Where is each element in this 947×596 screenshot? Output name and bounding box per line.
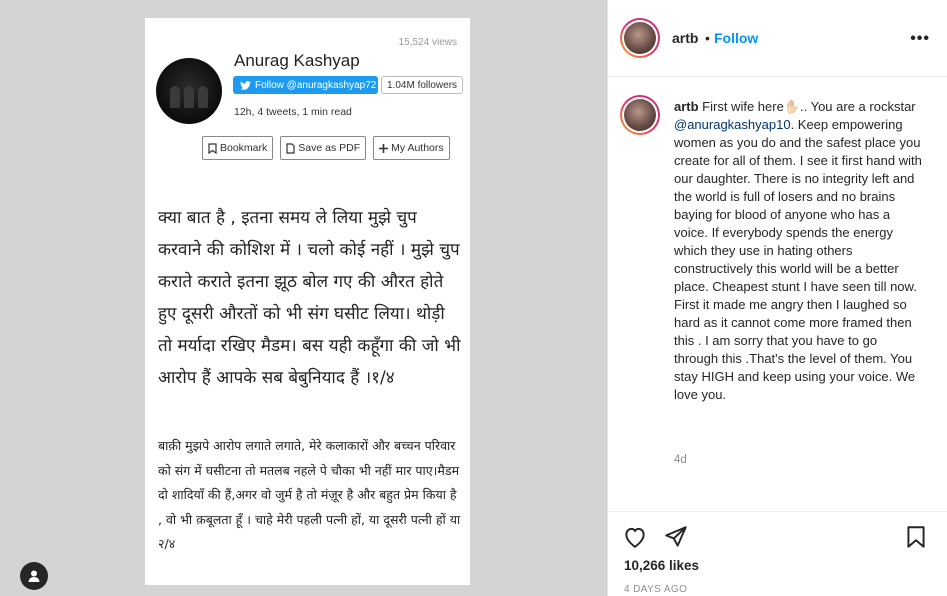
hand-emoji: ✋🏻 — [783, 99, 800, 114]
thread-actions — [202, 136, 450, 160]
document-icon — [286, 143, 295, 154]
author-name: Anurag Kashyap — [234, 51, 360, 70]
user-icon — [27, 569, 41, 583]
likes-count[interactable]: 10,266 likes — [624, 558, 700, 573]
tweet-paragraph-1: क्या बात है , इतना समय ले लिया मुझे चुप करवाने की कोशिश में । चलो कोई नहीं । मुझे चुप कराते कराते इतना झूठ बोल गए की औरत होते हुए दूसरी औरतों को भी संग घसीट लिया। थोड़ी तो मर्यादा रखिए मैडम। बस यही कहूँगा की जो भी आरोप हैं आपके सब बेबुनियाद हैं ।१/४ — [158, 208, 461, 388]
mention-link[interactable]: @anuragkashyap10 — [674, 117, 791, 132]
caption-comment — [608, 77, 947, 511]
comment-username[interactable]: artb — [674, 99, 699, 114]
twitter-follow-button — [233, 76, 378, 94]
comment-age: 4d — [674, 454, 687, 466]
my-authors-button — [373, 136, 450, 160]
bookmark-icon — [208, 143, 217, 154]
comment-text-part-2: .. You are a rockstar — [800, 99, 916, 114]
heart-icon[interactable] — [622, 524, 648, 550]
comment-avatar[interactable] — [620, 95, 660, 135]
save-pdf-button — [280, 136, 366, 160]
view-count: 15,524 views — [398, 37, 457, 48]
bookmark-thread-label: Bookmark — [220, 142, 268, 154]
follow-button[interactable]: Follow — [714, 30, 759, 46]
more-options-icon[interactable]: ••• — [910, 30, 930, 47]
comment-text — [674, 98, 924, 404]
tweet-paragraph-2: बाक़ी मुझपे आरोप लगाते लगाते, मेरे कलाकारों और बच्चन परिवार को संग में घसीटना तो मतलब नहले पे चौका भी नहीं मार पाए।मैडम दो शादियाँ की हैं,अगर वो जुर्म है तो मंज़ूर है और बहुत प्रेम किया है , वो भी क़बूलता हूँ । चाहे मेरी पहली पत्नी हों, या दूसरी पत्नी हों या २/४ — [158, 438, 461, 551]
post-timestamp[interactable]: 4 DAYS AGO — [624, 584, 688, 595]
post-header — [608, 0, 947, 77]
followers-count: 1.04M followers — [381, 76, 463, 94]
my-authors-label: My Authors — [391, 142, 444, 154]
twitter-bird-icon — [240, 81, 251, 90]
profile-avatar[interactable] — [620, 18, 660, 58]
post-sidebar — [607, 0, 947, 596]
separator-dot: • — [705, 30, 710, 46]
tweet-thread-image — [145, 18, 470, 585]
share-icon[interactable] — [663, 524, 689, 550]
author-avatar — [156, 58, 222, 124]
plus-icon — [379, 144, 388, 153]
bookmark-thread-button — [202, 136, 273, 160]
twitter-follow-label: Follow @anuragkashyap72 — [255, 79, 377, 91]
profile-username[interactable]: artb — [672, 30, 699, 46]
comment-text-part-1: First wife here — [698, 99, 784, 114]
thread-meta: 12h, 4 tweets, 1 min read — [234, 106, 352, 118]
save-post-icon[interactable] — [903, 524, 929, 550]
save-pdf-label: Save as PDF — [298, 142, 361, 154]
post-actions-bar — [608, 511, 947, 596]
comment-text-part-3: . Keep empowering women as you do and the safest place you create for all of them. I see it first hand with our daughter. There is no integrity left and the world is full of losers and no brains baying for blood of anyone who has a voice. If everybody spends the energy which they use in hating others constructively this world will be a better place. Cheapest stunt I have seen till now. First it made me angry then I laughed so hard as it cannot come more framed then this . I am sorry that you have to go through this .That's the level of them. You stay HIGH and keep using your voice. We love you. — [674, 117, 922, 402]
tagged-users-button[interactable] — [20, 562, 48, 590]
